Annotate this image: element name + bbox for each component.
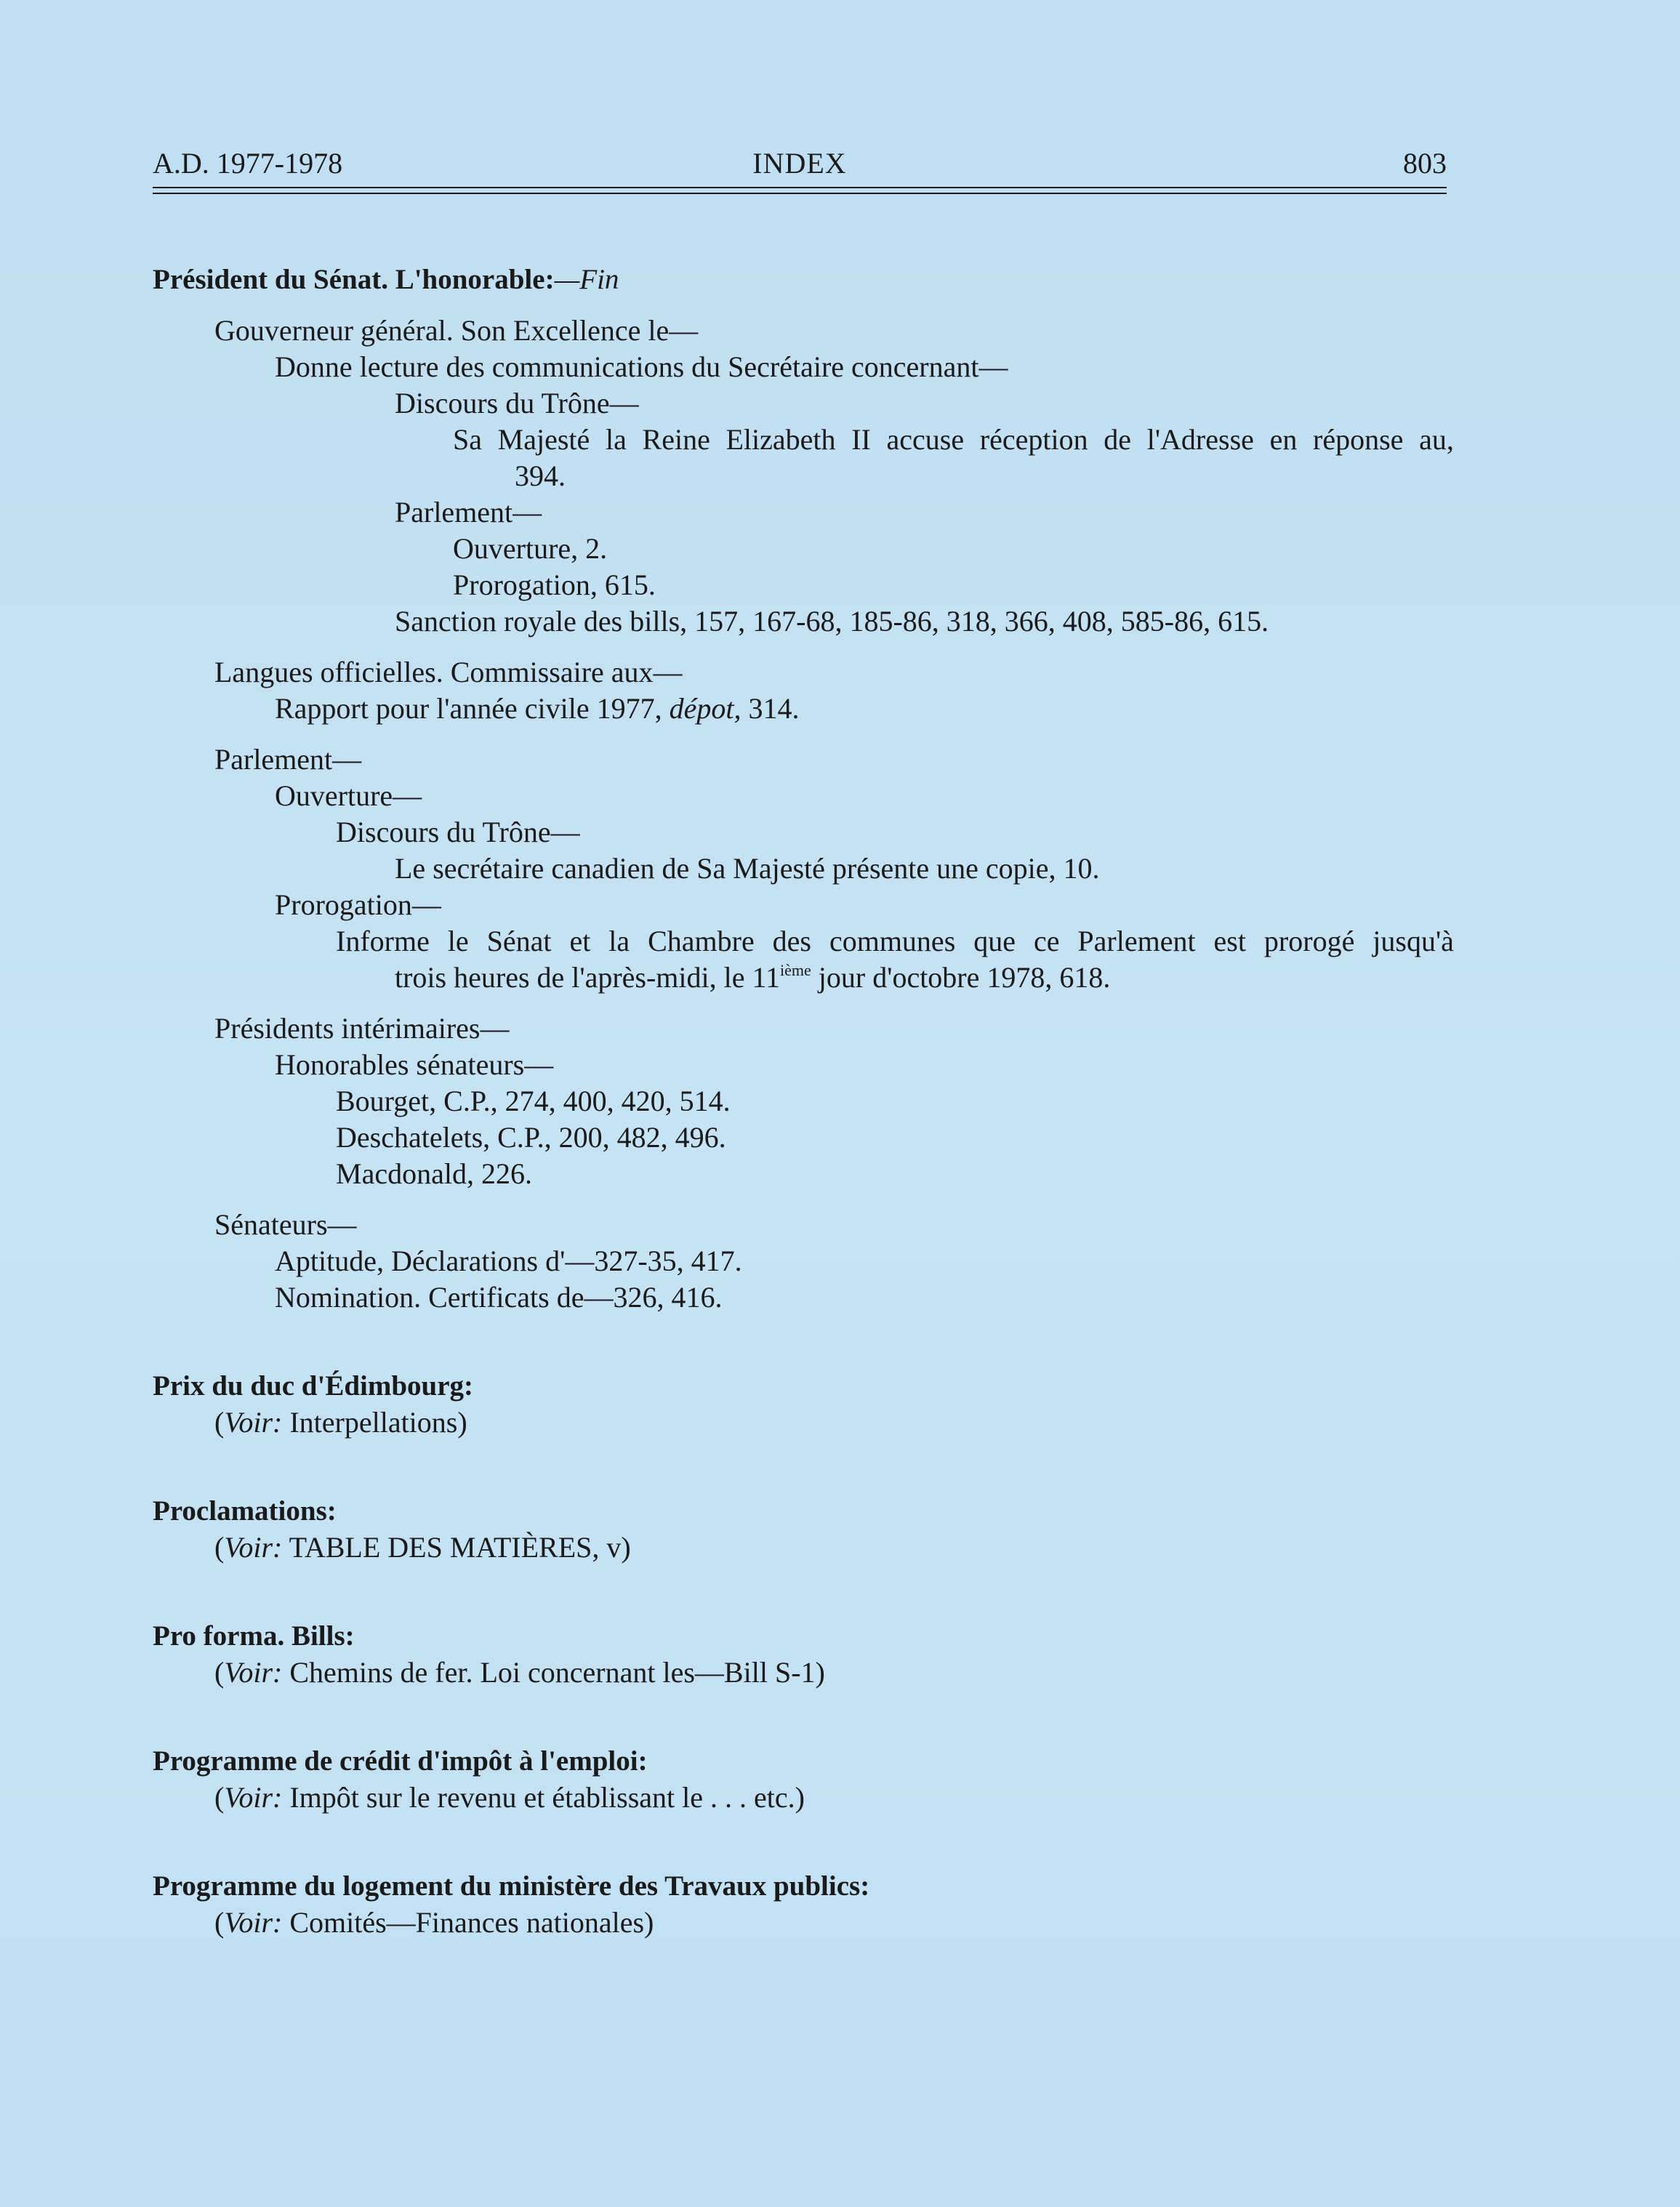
justified-word: au, xyxy=(1419,423,1454,456)
justified-word: l'Adresse xyxy=(1146,423,1254,456)
justified-word: des xyxy=(772,925,811,957)
subentry-reine-line1 xyxy=(153,422,1454,458)
header-rule-top xyxy=(153,187,1447,188)
justified-word: en xyxy=(1269,423,1298,456)
justified-word: la xyxy=(608,925,630,957)
subentry-discours-trone-2: Discours du Trône— xyxy=(336,816,580,848)
subentry-bourget: Bourget, C.P., 274, 400, 420, 514. xyxy=(336,1085,731,1117)
voir-label: Voir: xyxy=(224,1406,283,1439)
justified-word: ce xyxy=(1033,925,1060,957)
heading-text: Président du Sénat. L'honorable: xyxy=(153,264,555,295)
justified-word: Reine xyxy=(642,423,710,456)
subentry-informe-line1 xyxy=(153,923,1454,960)
justified-word: que xyxy=(973,925,1016,957)
justified-word: Elizabeth xyxy=(726,423,836,456)
informe-text-2: trois heures de l'après-midi, le 11 xyxy=(395,961,781,994)
subentry-aptitude: Aptitude, Déclarations d'—327-35, 417. xyxy=(275,1245,742,1277)
justified-word: Majesté xyxy=(497,423,590,456)
voir-label: Voir: xyxy=(224,1781,283,1814)
justified-word: et xyxy=(569,925,591,957)
justified-word: Chambre xyxy=(648,925,755,957)
justified-word: Parlement xyxy=(1077,925,1196,957)
subentry-donne-lecture: Donne lecture des communications du Secrétaire concernant— xyxy=(275,350,1008,383)
subentry-ouverture-2: Ouverture, 2. xyxy=(453,532,608,565)
justified-word: accuse xyxy=(886,423,965,456)
paren: ( xyxy=(214,1406,225,1439)
subentry-secretaire: Le secrétaire canadien de Sa Majesté présente une copie, 10. xyxy=(395,852,1100,885)
entry-heading-president xyxy=(153,262,1454,298)
justified-word: de xyxy=(1104,423,1132,456)
entry-heading-programme-logement: Programme du logement du ministère des Travaux publics: xyxy=(153,1870,870,1902)
entry-heading-proclamations: Proclamations: xyxy=(153,1495,337,1527)
justified-word: jusqu'à xyxy=(1372,925,1454,957)
paren: ( xyxy=(214,1906,225,1939)
justified-word: communes xyxy=(829,925,956,957)
header-rule-bottom xyxy=(153,193,1447,194)
subentry-discours-trone: Discours du Trône— xyxy=(395,387,639,419)
running-head xyxy=(153,145,1447,182)
subentry-ouverture: Ouverture— xyxy=(275,779,422,812)
entry-heading-pro-forma: Pro forma. Bills: xyxy=(153,1620,355,1652)
justified-word: réponse xyxy=(1313,423,1404,456)
informe-text-3: jour d'octobre 1978, 618. xyxy=(811,961,1111,994)
cross-reference xyxy=(153,1655,1454,1691)
subentry-honorables: Honorables sénateurs— xyxy=(275,1048,554,1081)
page-number: 803 xyxy=(1403,147,1447,180)
voir-label: Voir: xyxy=(224,1906,283,1939)
ordinal-suffix: ième xyxy=(780,961,811,979)
entry-heading-programme-credit: Programme de crédit d'impôt à l'emploi: xyxy=(153,1745,648,1777)
cross-reference xyxy=(153,1404,1454,1441)
running-head-years: A.D. 1977-1978 xyxy=(153,147,343,180)
reference-text: Interpellations) xyxy=(282,1406,467,1439)
subentry-informe-line2 xyxy=(153,960,1454,996)
subentry-prorogation: Prorogation— xyxy=(275,888,441,921)
voir-label: Voir: xyxy=(224,1531,283,1564)
subentry-rapport xyxy=(153,691,1454,727)
index-content xyxy=(153,262,1454,1941)
justified-word: Sénat xyxy=(486,925,552,957)
paren: ( xyxy=(214,1781,225,1814)
rapport-depot: dépot, xyxy=(669,692,741,725)
subentry-prorogation-615: Prorogation, 615. xyxy=(453,568,656,601)
cross-reference xyxy=(153,1780,1454,1816)
reference-text: Chemins de fer. Loi concernant les—Bill S-1) xyxy=(282,1656,825,1689)
subentry-macdonald: Macdonald, 226. xyxy=(336,1157,532,1190)
cross-reference xyxy=(153,1905,1454,1941)
justified-word: prorogé xyxy=(1263,925,1355,957)
reference-text: Impôt sur le revenu et établissant le . . . etc.) xyxy=(282,1781,805,1814)
justified-word: est xyxy=(1213,925,1246,957)
paren: ( xyxy=(214,1531,225,1564)
subentry-langues: Langues officielles. Commissaire aux— xyxy=(214,656,683,688)
subentry-deschatelets: Deschatelets, C.P., 200, 482, 496. xyxy=(336,1121,726,1154)
justified-word: Sa xyxy=(453,423,482,456)
reference-text: Comités—Finances nationales) xyxy=(282,1906,654,1939)
entry-heading-prix: Prix du duc d'Édimbourg: xyxy=(153,1370,474,1402)
subentry-parlement: Parlement— xyxy=(214,743,362,776)
cross-reference xyxy=(153,1529,1454,1566)
subentry-senateurs: Sénateurs— xyxy=(214,1208,357,1241)
subentry-presidents-interimaires: Présidents intérimaires— xyxy=(214,1012,510,1045)
subentry-gouverneur: Gouverneur général. Son Excellence le— xyxy=(214,314,699,347)
subentry-nomination: Nomination. Certificats de—326, 416. xyxy=(275,1281,723,1314)
subentry-reine-line2: 394. xyxy=(515,459,566,492)
subentry-parlement-sub: Parlement— xyxy=(395,496,542,528)
justified-word: Informe xyxy=(336,925,430,957)
justified-word: II xyxy=(851,423,871,456)
continued-marker: —Fin xyxy=(554,264,619,295)
reference-text: TABLE DES MATIÈRES, v) xyxy=(282,1531,631,1564)
subentry-sanction-royale: Sanction royale des bills, 157, 167-68, 185-86, 318, 366, 408, 585-86, 615. xyxy=(395,605,1269,638)
justified-word: le xyxy=(447,925,469,957)
voir-label: Voir: xyxy=(224,1656,283,1689)
rapport-page: 314. xyxy=(741,692,800,725)
running-head-title: INDEX xyxy=(752,147,847,180)
rapport-text: Rapport pour l'année civile 1977, xyxy=(275,692,670,725)
justified-word: réception xyxy=(979,423,1088,456)
paren: ( xyxy=(214,1656,225,1689)
justified-word: la xyxy=(605,423,627,456)
